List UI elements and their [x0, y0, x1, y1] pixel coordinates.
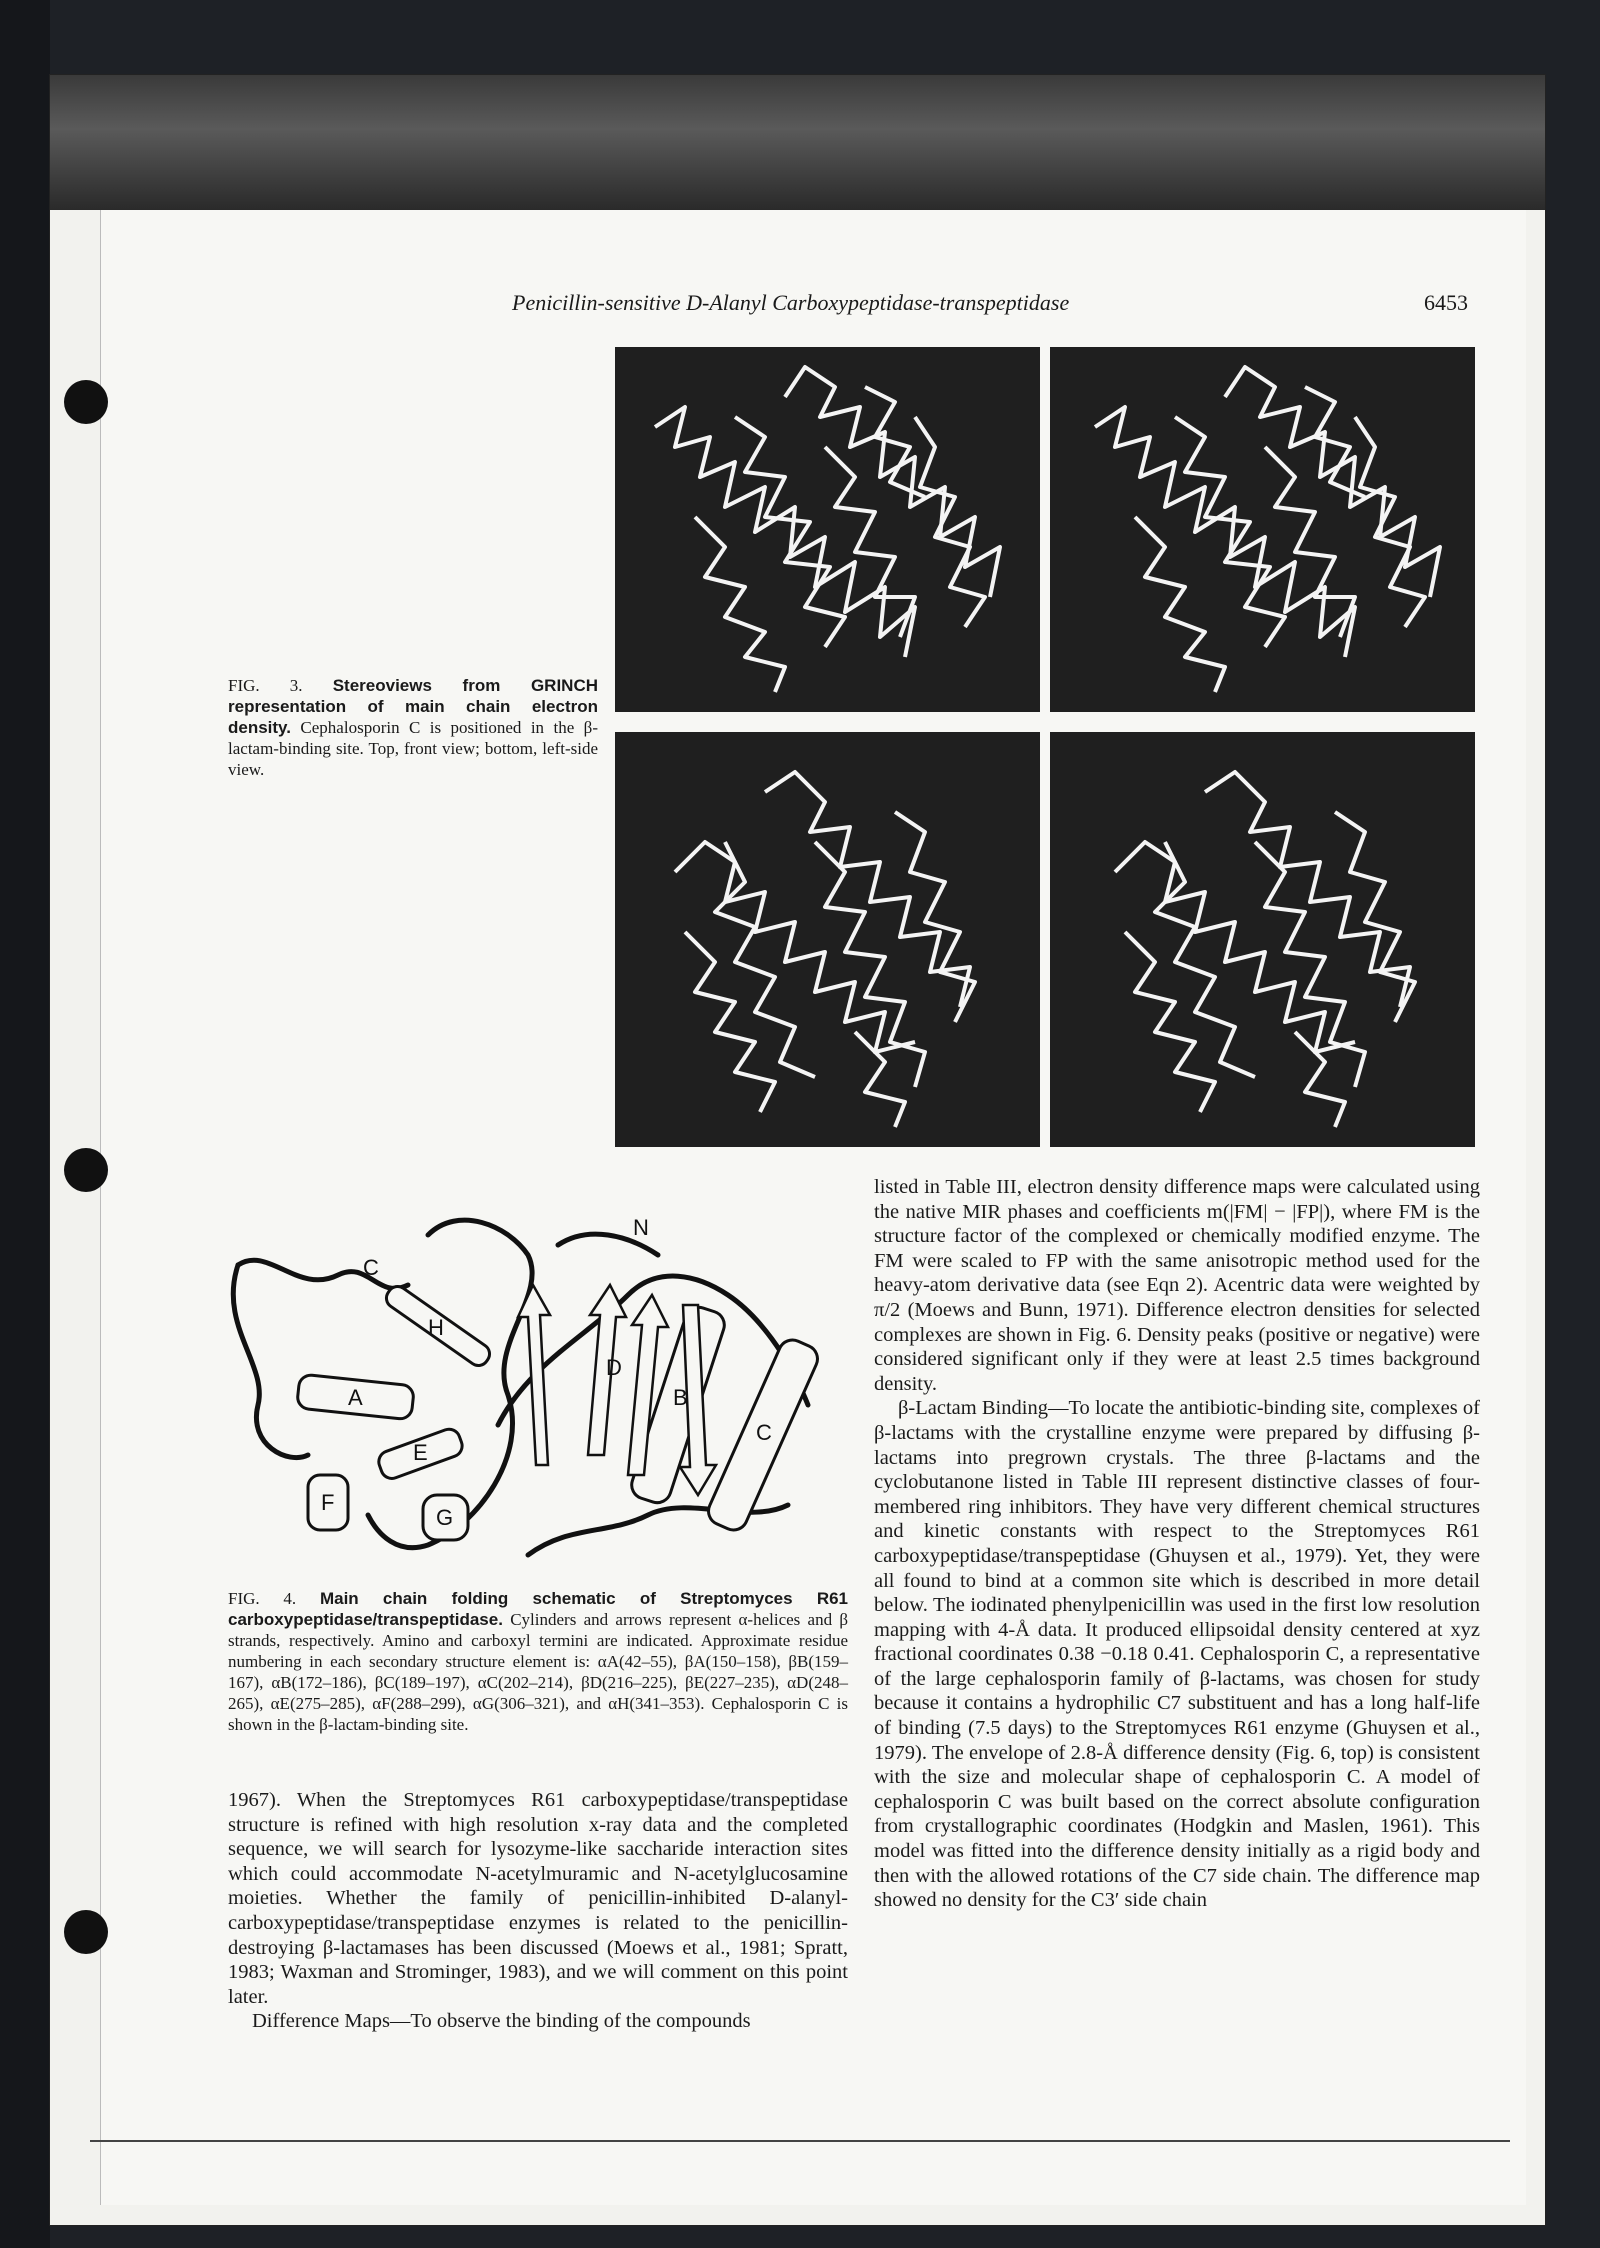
bottom-scan-edge: [90, 2140, 1510, 2142]
strand-d-label: D: [606, 1355, 622, 1380]
page-number: 6453: [1424, 290, 1468, 315]
punch-hole-bottom: [64, 1910, 108, 1954]
right-column: [874, 1175, 1480, 1913]
figure4-caption: [228, 1588, 848, 1735]
left-column-paragraph-2: Difference Maps—To observe the binding of the compounds: [252, 2010, 751, 2033]
stereo-image-bottom-left: [615, 732, 1040, 1147]
helix-e-label: E: [413, 1440, 428, 1465]
helix-h-label: H: [428, 1315, 444, 1340]
punch-hole-top: [64, 380, 108, 424]
figure4-caption-title: Main chain folding schematic of Streptomyces R61 carboxypeptidase/transpeptidase.: [228, 1589, 849, 1629]
left-column: [228, 1788, 848, 2034]
scan-shadow-band: [50, 75, 1545, 210]
strand-arrow-4: [518, 1285, 550, 1465]
helix-g-label: G: [436, 1505, 454, 1530]
c-terminus-label: C: [363, 1255, 379, 1280]
helix-f-label: F: [321, 1490, 335, 1515]
helix-b-label: B: [673, 1385, 688, 1410]
n-terminus-label: N: [633, 1215, 649, 1240]
figure3-caption: [228, 675, 598, 780]
stereo-image-bottom-right: [1050, 732, 1475, 1147]
left-column-paragraph-1: 1967). When the Streptomyces R61 carboxypeptidase/transpeptidase structure is refined with high resolution x-ray data and the completed sequence, we will search for lysozyme-like saccharide interaction sites which could accommodate N-acetylmuramic and N-acetylglucosamine moieties. Whether the family of penicillin-inhibited D-alanyl-carboxypeptidase/transpeptidase enzymes is related to the penicillin-destroying β-lactamases has been discussed (Moews et al., 1981; Spratt, 1983; Waxman and Strominger, 1983), and we will comment on this point later.: [228, 1789, 848, 2008]
right-column-paragraph-2: β-Lactam Binding—To locate the antibiotic-binding site, complexes of β-lactams with the crystalline enzyme were prepared by diffusing β-lactams into pregrown crystals. The three β-lactams and the cyclobutanone listed in Table III represent distinctive classes of four-membered ring inhibitors. They have very different chemical structures and kinetic constants with respect to the Streptomyces R61 carboxypeptidase/transpeptidase (Ghuysen et al., 1979). Yet, they were all found to bind at a common site which is described in more detail below. The iodinated phenylpenicillin was used in the first low resolution mapping with 4-Å data. It produced ellipsoidal density centered at xyz fractional coordinates 0.38 −0.18 0.41. Cephalosporin C, a representative of the large cephalosporin family of β-lactams, was chosen for study because it contains a hydrophilic C7 substituent and has a long half-life of binding (7.5 days) to the Streptomyces R61 enzyme (Ghuysen et al., 1979). The envelope of 2.8-Å difference density (Fig. 6, top) is consistent with the size and molecular shape of cephalosporin C. A model of cephalosporin C was built based on the correct absolute configuration from crystallographic coordinates (Hodgkin and Maslen, 1961). This model was fitted into the difference density initially as a rigid body and then with the allowed rotations of the C7 side chain. The difference map showed no density for the C3′ side chain: [874, 1397, 1480, 1912]
figure3-caption-text: Cephalosporin C is positioned in the β-lactam-binding site. Top, front view; bottom, left-side view.: [228, 718, 598, 779]
helix-a-label: A: [348, 1385, 363, 1410]
figure4-label: FIG. 4.: [228, 1589, 297, 1608]
figure4-schematic: [228, 1205, 848, 1575]
punch-hole-middle: [64, 1148, 108, 1192]
stereo-image-top-left: [615, 347, 1040, 712]
figure4-caption-text: Cylinders and arrows represent α-helices and β strands, respectively. Amino and carboxyl termini are indicated. Approximate residue numbering in each secondary structure element is: αA(42–55), βA(150–158), βB(159–167), αB(172–186), βC(189–197), αC(202–214), βD(216–225), βE(227–235), αD(248–265), αE(275–285), αF(288–299), αG(306–321), and αH(341–353). Cephalosporin C is shown in the β-lactam-binding site.: [228, 1610, 849, 1734]
binder-edge: [0, 0, 50, 2248]
figure3-caption-title: Stereoviews from GRINCH representation of main chain electron density.: [228, 676, 598, 737]
helix-c-label: C: [756, 1420, 772, 1445]
right-column-paragraph-1: listed in Table III, electron density difference maps were calculated using the native MIR phases and coefficients m(|FM| − |FP|), where FM is the structure factor of the complexed or chemically modified enzyme. The FM were scaled to FP with the same anisotropic method used for the heavy-atom derivative data (see Eqn 2). Acentric data were weighted by π/2 (Moews and Bunn, 1971). Difference electron densities for selected complexes are shown in Fig. 6. Density peaks (positive or negative) were considered significant only if they were at least 2.5 times background density.: [874, 1176, 1480, 1395]
figure3-label: FIG. 3.: [228, 676, 303, 695]
stereo-image-top-right: [1050, 347, 1475, 712]
running-header: Penicillin-sensitive D-Alanyl Carboxypeptidase-transpeptidase: [512, 290, 1070, 315]
